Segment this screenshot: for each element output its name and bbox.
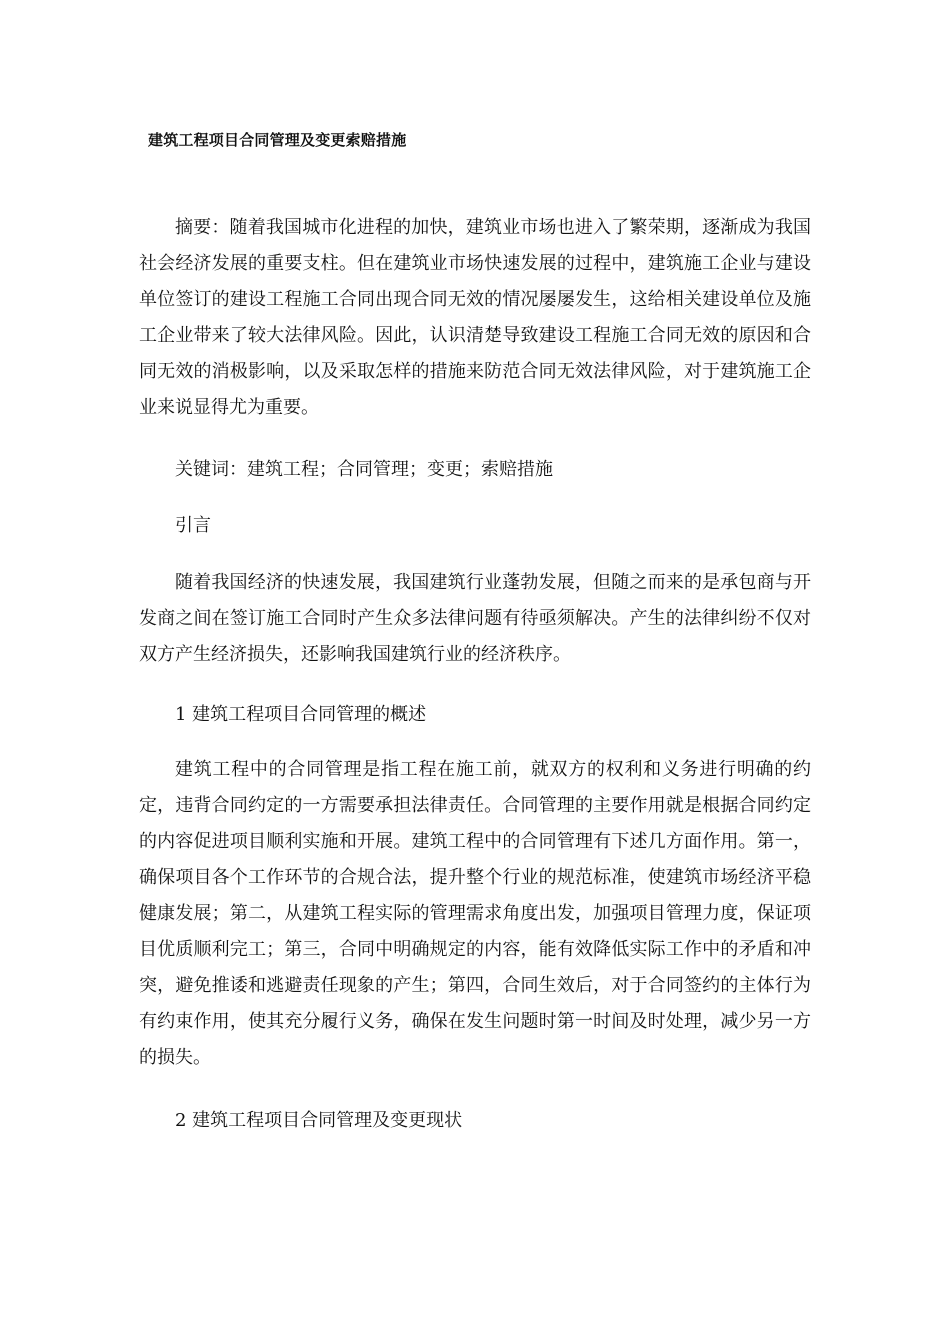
section-2-heading: 2 建筑工程项目合同管理及变更现状 [175,1110,463,1131]
abstract-paragraph: 摘要：随着我国城市化进程的加快，建筑业市场也进入了繁荣期，逐渐成为我国社会经济发展的重要支柱。但在建筑业市场快速发展的过程中，建筑施工企业与建设单位签订的建设工程施工合同出现合同无效的情况屡屡发生，这给相关建设单位及施工企业带来了较大法律风险。因此，认识清楚导致建设工程施工合同无效的原因和合同无效的消极影响，以及采取怎样的措施来防范合同无效法律风险，对于建筑施工企业来说显得尤为重要。 [139,217,811,418]
section-1-heading: 1 建筑工程项目合同管理的概述 [175,704,427,725]
section-1-paragraph: 建筑工程中的合同管理是指工程在施工前，就双方的权利和义务进行明确的约定，违背合同约定的一方需要承担法律责任。合同管理的主要作用就是根据合同约定的内容促进项目顺利实施和开展。建筑工程中的合同管理有下述几方面作用。第一，确保项目各个工作环节的合规合法，提升整个行业的规范标准，使建筑市场经济平稳健康发展；第二，从建筑工程实际的管理需求角度出发，加强项目管理力度，保证项目优质顺利完工；第三，合同中明确规定的内容，能有效降低实际工作中的矛盾和冲突，避免推诿和逃避责任现象的产生；第四，合同生效后，对于合同签约的主体行为有约束作用，使其充分履行义务，确保在发生问题时第一时间及时处理，减少另一方的损失。 [139,759,811,1068]
keywords-line: 关键词：建筑工程；合同管理；变更；索赔措施 [175,459,553,480]
document-title: 建筑工程项目合同管理及变更索赔措施 [148,131,407,149]
intro-paragraph: 随着我国经济的快速发展，我国建筑行业蓬勃发展，但随之而来的是承包商与开发商之间在签订施工合同时产生众多法律问题有待亟须解决。产生的法律纠纷不仅对双方产生经济损失，还影响我国建筑行业的经济秩序。 [139,572,811,665]
intro-heading: 引言 [175,515,211,536]
